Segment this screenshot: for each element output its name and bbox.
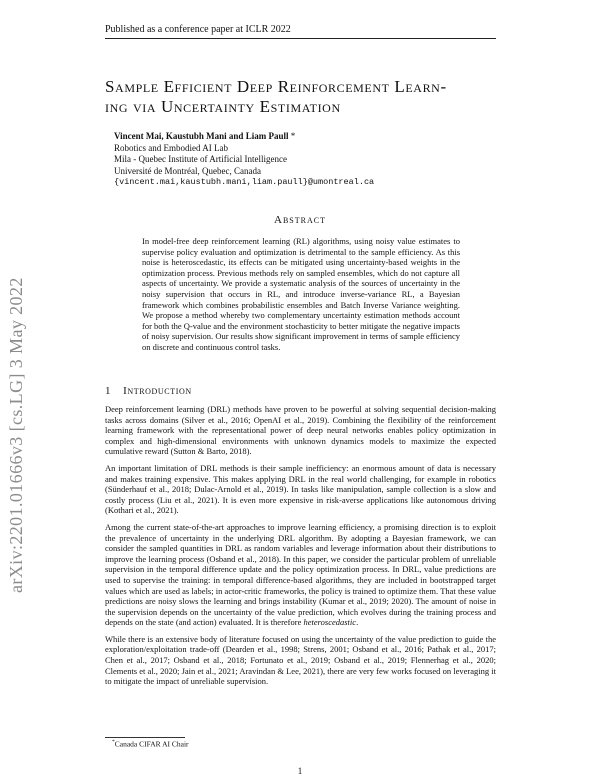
footnote-rule xyxy=(105,737,185,738)
section-title: Introduction xyxy=(123,385,192,397)
title-line-1: Sample Efficient Deep Reinforcement Learn- xyxy=(105,77,447,96)
footnote-text: Canada CIFAR AI Chair xyxy=(114,739,189,749)
paragraph-end: . xyxy=(356,617,359,628)
author-emails: {vincent.mai,kaustubh.mani,liam.paull}@umontreal.ca xyxy=(114,177,375,187)
abstract-heading: Abstract xyxy=(274,214,326,226)
affiliation-lab: Robotics and Embodied AI Lab xyxy=(114,142,228,153)
paragraph: An important limitation of DRL methods is their sample inefficiency: an enormous amount of data is necessary and makes training expensive. This makes applying DRL in the real world challenging, for example in robotics (Sünderhauf et al., 2018; Dulac-Arnold et al., 2019). In tasks like manipulation, sample collection is a slow and costly process (Liu et al., 2021). It is even more expensive in risk-averse applications like autonomous driving (Kothari et al., 2021). xyxy=(105,462,496,516)
abstract-text: In model-free deep reinforcement learning (RL) algorithms, using noisy value estimates to supervise policy evaluation and optimization is detrimental to the sample efficiency. As this noise is heteroscedastic, its effects can be mitigated using uncertainty-based weights in the optimization process. Previous methods rely on sampled ensembles, which do not capture all aspects of uncertainty. We provide a systematic analysis of the sources of uncertainty in the noisy supervision that occurs in RL, and introduce inverse-variance RL, a Bayesian framework which combines probabilistic ensembles and Batch Inverse Variance weighting. We propose a method whereby two complementary uncertainty estimation methods account for both the Q-value and the environment stochasticity to better mitigate the negative impacts of noisy supervision. Our results show significant improvement in terms of sample efficiency on discrete and continuous control tasks. xyxy=(142,236,460,352)
affiliation-university: Université de Montréal, Quebec, Canada xyxy=(114,165,261,176)
title-line-2: ing via Uncertainty Estimation xyxy=(105,97,341,116)
section-heading xyxy=(105,385,192,397)
body-text xyxy=(105,404,496,693)
paragraph-text: Among the current state-of-the-art approaches to improve learning efficiency, a promising direction is to exploit the prevalence of uncertainty in the underlying DRL algorithm. By adopting a Bayesian framework, we can consider the sampled quantities in DRL as random variables and leverage information about their distributions to improve the learning process (Osband et al., 2018). In this paper, we consider the particular problem of unreliable supervision in the temporal difference update and the policy optimization process. In DRL, value predictions are used to supervise the training: in temporal difference-based algorithms, they are included in bootstrapped target values which are used as labels; in actor-critic frameworks, the policy is trained to optimize them. That these value predictions are noisy slows the learning and brings instability (Kumar et al., 2019; 2020). The amount of noise in the supervision depends on the uncertainty of the value prediction, which evolves during the training process and depends on the state (and action) evaluated. It is therefore xyxy=(105,521,496,628)
author-names: Vincent Mai, Kaustubh Mani and Liam Paull xyxy=(114,131,289,141)
footnote-mark: * xyxy=(112,739,115,745)
section-number: 1 xyxy=(105,385,112,397)
affiliation-institute: Mila - Quebec Institute of Artificial Intelligence xyxy=(114,154,287,164)
paragraph: Deep reinforcement learning (DRL) methods have proven to be powerful at solving sequential decision-making tasks across domains (Silver et al., 2016; OpenAI et al., 2019). Combining the flexibility of the reinforcement learning framework with the representational power of deep neural networks enables policy optimization in complex and high-dimensional environments with unknown dynamics models to maximize the expected cumulative reward (Sutton & Barto, 2018). xyxy=(105,404,496,457)
page-number: 1 xyxy=(297,766,303,776)
running-header: Published as a conference paper at ICLR 2022 xyxy=(105,24,291,35)
paragraph xyxy=(105,522,496,628)
paragraph: While there is an extensive body of literature focused on using the uncertainty of the value prediction to guide the exploration/exploitation trade-off (Dearden et al., 1998; Strens, 2001; Osband et al., 2016; Pathak et al., 2017; Chen et al., 2017; Osband et al., 2018; Fortunato et al., 2019; Osband et al., 2019; Flennerhag et al., 2020; Clements et al., 2020; Jain et al., 2021; Aravindan & Lee, 2021), there are very few works focused on leveraging it to mitigate the impact of unreliable supervision. xyxy=(105,633,496,687)
header-rule xyxy=(105,38,496,39)
arxiv-stamp: arXiv:2201.01666v3 [cs.LG] 3 May 2022 xyxy=(6,277,26,593)
author-footnote-mark: * xyxy=(288,131,296,141)
author-block xyxy=(114,131,374,189)
emphasis-term: heteroscedastic xyxy=(303,617,357,628)
footnote xyxy=(112,739,189,749)
paper-title xyxy=(105,77,500,117)
